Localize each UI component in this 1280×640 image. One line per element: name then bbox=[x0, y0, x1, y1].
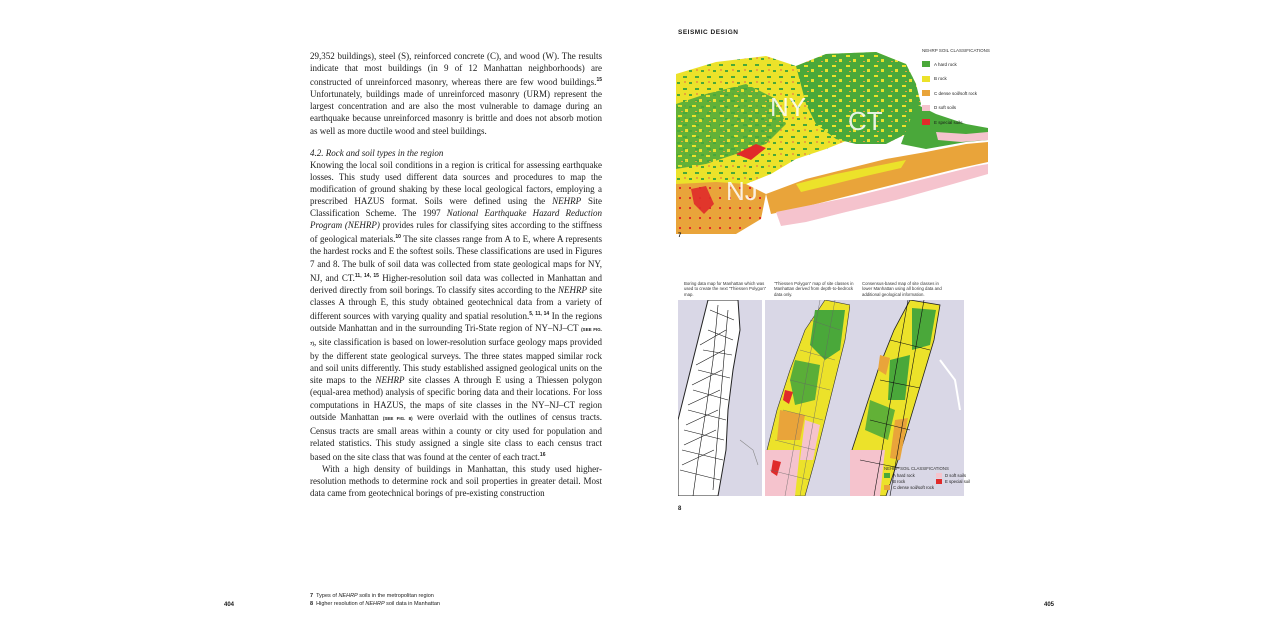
legend-item bbox=[922, 115, 990, 130]
paragraph-continued: 29,352 buildings), steel (S), reinforced concrete (C), and wood (W). The results indicate that most buildings (in 9 of 12 Manhattan neighborhoods) are constructed of unreinforced masonry, whereas there are few wood buildings.$^{15}$ Unfortunately, buildings made of unreinforced masonry (URM) represent the largest concentration and are also the most vulnerable to damage during an earthquake because unreinforced masonry is brittle and does not absorb motion as well as more ductile wood and steel buildings. bbox=[310, 51, 602, 136]
legend-item bbox=[922, 57, 990, 72]
legend-swatch bbox=[936, 473, 942, 478]
legend-swatch bbox=[922, 90, 930, 96]
legend-swatch bbox=[922, 76, 930, 82]
label-nj: NJ bbox=[726, 176, 758, 206]
label-ct: CT bbox=[848, 106, 883, 136]
figure-8c-description: Consensus-based map of site classes in lower Manhattan using all boring data and additional geological information. bbox=[862, 281, 942, 297]
figure-8b-description: "Thiessen Polygon" map of site classes in Manhattan derived from depth-to-bedrock data only. bbox=[774, 281, 854, 297]
figure-8a-boring-map bbox=[678, 300, 762, 496]
legend-label: C dense soil/soft rock bbox=[893, 485, 935, 490]
figure-8b-thiessen-map bbox=[765, 300, 853, 496]
legend-item bbox=[884, 479, 936, 484]
legend-swatch bbox=[884, 479, 890, 484]
figure-7-legend bbox=[922, 48, 990, 130]
legend-item bbox=[936, 479, 986, 484]
legend-label: A hard rock bbox=[893, 473, 915, 478]
legend-swatch bbox=[922, 119, 930, 125]
figure-8a-description: Boring data map for Manhattan which was used to create the next "Thiessen Polygon" map. bbox=[684, 281, 767, 297]
legend-label: B rock bbox=[934, 76, 947, 82]
legend-item bbox=[936, 473, 986, 478]
legend-label: D soft soils bbox=[945, 473, 967, 478]
legend-label: E special soil bbox=[945, 479, 971, 484]
legend-item bbox=[922, 101, 990, 116]
legend-label: D soft soils bbox=[934, 105, 957, 111]
left-margin bbox=[0, 0, 200, 640]
caption-8: 8 Higher resolution of NEHRP soil data in Manhattan bbox=[310, 601, 440, 607]
legend-swatch bbox=[922, 61, 930, 67]
left-page-number: 404 bbox=[224, 602, 235, 608]
legend-swatch bbox=[922, 105, 930, 111]
right-page-number: 405 bbox=[1044, 602, 1055, 608]
legend-item bbox=[884, 485, 936, 490]
running-header: SEISMIC DESIGN bbox=[678, 29, 739, 36]
legend-title: NEHRP SOIL CLASSIFICATIONS bbox=[922, 48, 990, 53]
figure-8-number: 8 bbox=[678, 506, 682, 512]
last-paragraph: With a high density of buildings in Manhattan, this study used higher-resolution methods to determine rock and soil properties in greater detail. Most data came from geotechnical borings of pre-existing construction bbox=[310, 464, 602, 499]
legend-label: A hard rock bbox=[934, 61, 957, 67]
legend-swatch bbox=[884, 485, 890, 490]
legend-swatch bbox=[884, 473, 890, 478]
legend-label: E special soils bbox=[934, 119, 963, 125]
legend-label: C dense soil/soft rock bbox=[934, 90, 978, 96]
legend-item bbox=[922, 72, 990, 87]
figure-captions bbox=[310, 592, 440, 608]
figure-7-number: 7 bbox=[678, 233, 682, 239]
section-paragraph: Knowing the local soil conditions in a region is critical for assessing earthquake losses. This study used different data sources and procedures to map the modification of ground shaking by these local geological factors, employing a prescribed HAZUS format. Soils were defined using the NEHRP Site Classification Scheme. The 1997 National Earthquake Hazard Reduction Program (NEHRP) provides rules for classifying sites according to the stiffness of geological materials.$^{10}$ The site classes range from A to E, where A represents the hardest rocks and E the softest soils. These classifications are used in Figures 7 and 8. The bulk of soil data was collected from state geological maps for NY, NJ, and CT.$^{11, 14, 15}$ Higher-resolution soil data was collected in Manhattan and derived directly from soil borings. To classify sites according to the NEHRP site classes A through E, this study obtained geotechnical data from a variety of different sources with varying quality and spatial resolution.$^{5, 11, 14}$ In the regions outside Manhattan and in the surrounding Tri-State region of NY–NJ–CT (SEE FIG. 7), site classification is based on lower-resolution surface geology maps provided by the different state geological surveys. The three states mapped similar rock and soil units differently. This study established assigned geological units on the site maps to the NEHRP site classes A through E using a Thiessen polygon (equal-area method) analysis of specific boring data and their locations. For loss computations in HAZUS, the maps of site classes in the NY–NJ–CT region outside Manhattan (SEE FIG. 8) were overlaid with the outlines of census tracts. Census tracts are small areas within a county or city used for population and related statistics. This study assigned a single site class to each census tract based on the site class that was found at the center of each tract.$^{16}$ bbox=[310, 159, 603, 462]
left-page-text bbox=[310, 50, 602, 499]
legend-label: B rock bbox=[893, 479, 906, 484]
figure-8-legend bbox=[884, 466, 986, 490]
section-heading: 4.2. Rock and soil types in the region bbox=[310, 147, 444, 158]
legend-title: NEHRP SOIL CLASSIFICATIONS bbox=[884, 466, 949, 471]
legend-item bbox=[922, 86, 990, 101]
label-ny: NY bbox=[770, 92, 807, 122]
legend-item bbox=[884, 473, 936, 478]
caption-7: 7 Types of NEHRP soils in the metropolitan region bbox=[310, 593, 434, 599]
legend-swatch bbox=[936, 479, 942, 484]
